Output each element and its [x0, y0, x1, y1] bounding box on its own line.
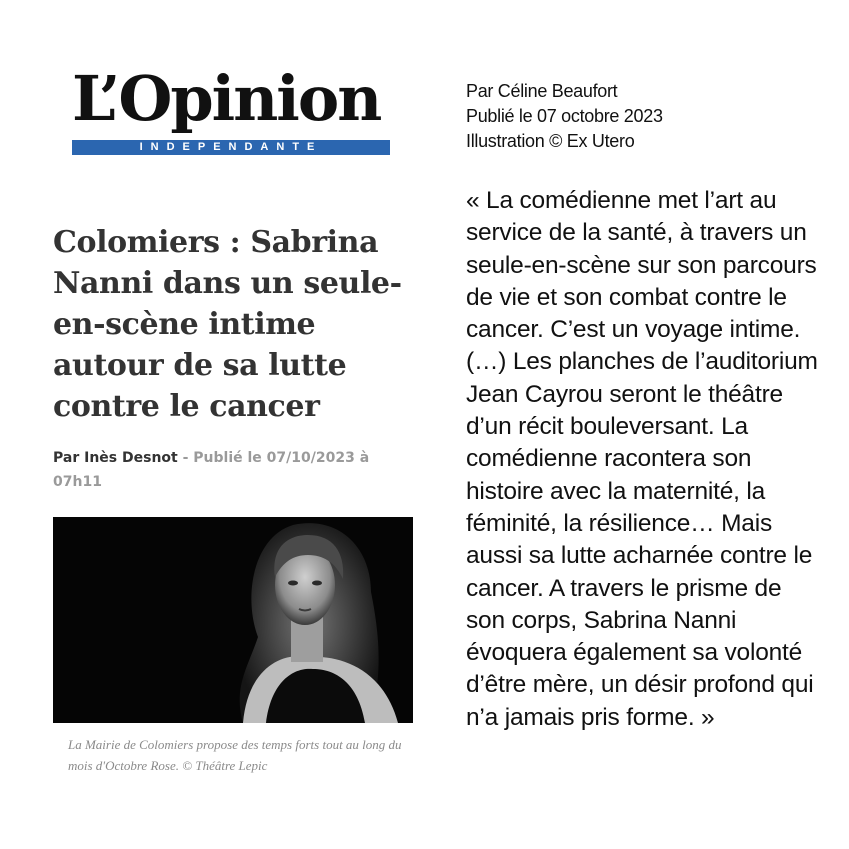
post-credits [466, 79, 826, 154]
article-quote: « La comédienne met l’art au service de la santé, à travers un seule-en-scène sur son parcours de vie et son combat contre le cancer. C’est un voyage intime.(…) Les planches de l’auditorium Jean Cayrou seront le théâtre d’un récit bouleversant. La comédienne racontera son histoire avec la maternité, la féminité, la résilience… Mais aussi sa lutte acharnée contre le cancer. A travers le prisme de son corps, Sabrina Nanni évoquera également sa volonté d’être mère, un désir profond qui n’a jamais pris forme. » [466, 187, 818, 731]
credit-illustration: Illustration © Ex Utero [466, 131, 635, 151]
performer-photo-illustration [53, 517, 413, 723]
logo-wordmark: L’Opinion [72, 62, 381, 135]
photo-caption: La Mairie de Colomiers propose des temps forts tout au long du mois d'Octobre Rose. © Théâtre Lepic [68, 737, 402, 773]
newspaper-logo [72, 64, 390, 155]
byline-published: - Publié le 07/10/2023 à 07h11 [53, 450, 370, 490]
article-photo [53, 517, 413, 723]
article-byline [53, 446, 383, 494]
credit-author: Par Céline Beaufort [466, 81, 618, 101]
byline-author: Par Inès Desnot [53, 450, 178, 466]
logo-band: INDEPENDANTE [72, 140, 390, 155]
article-headline: Colomiers : Sabrina Nanni dans un seule-en-scène intime autour de sa lutte contre le cancer [53, 225, 402, 424]
credit-published-date: Publié le 07 octobre 2023 [466, 106, 663, 126]
